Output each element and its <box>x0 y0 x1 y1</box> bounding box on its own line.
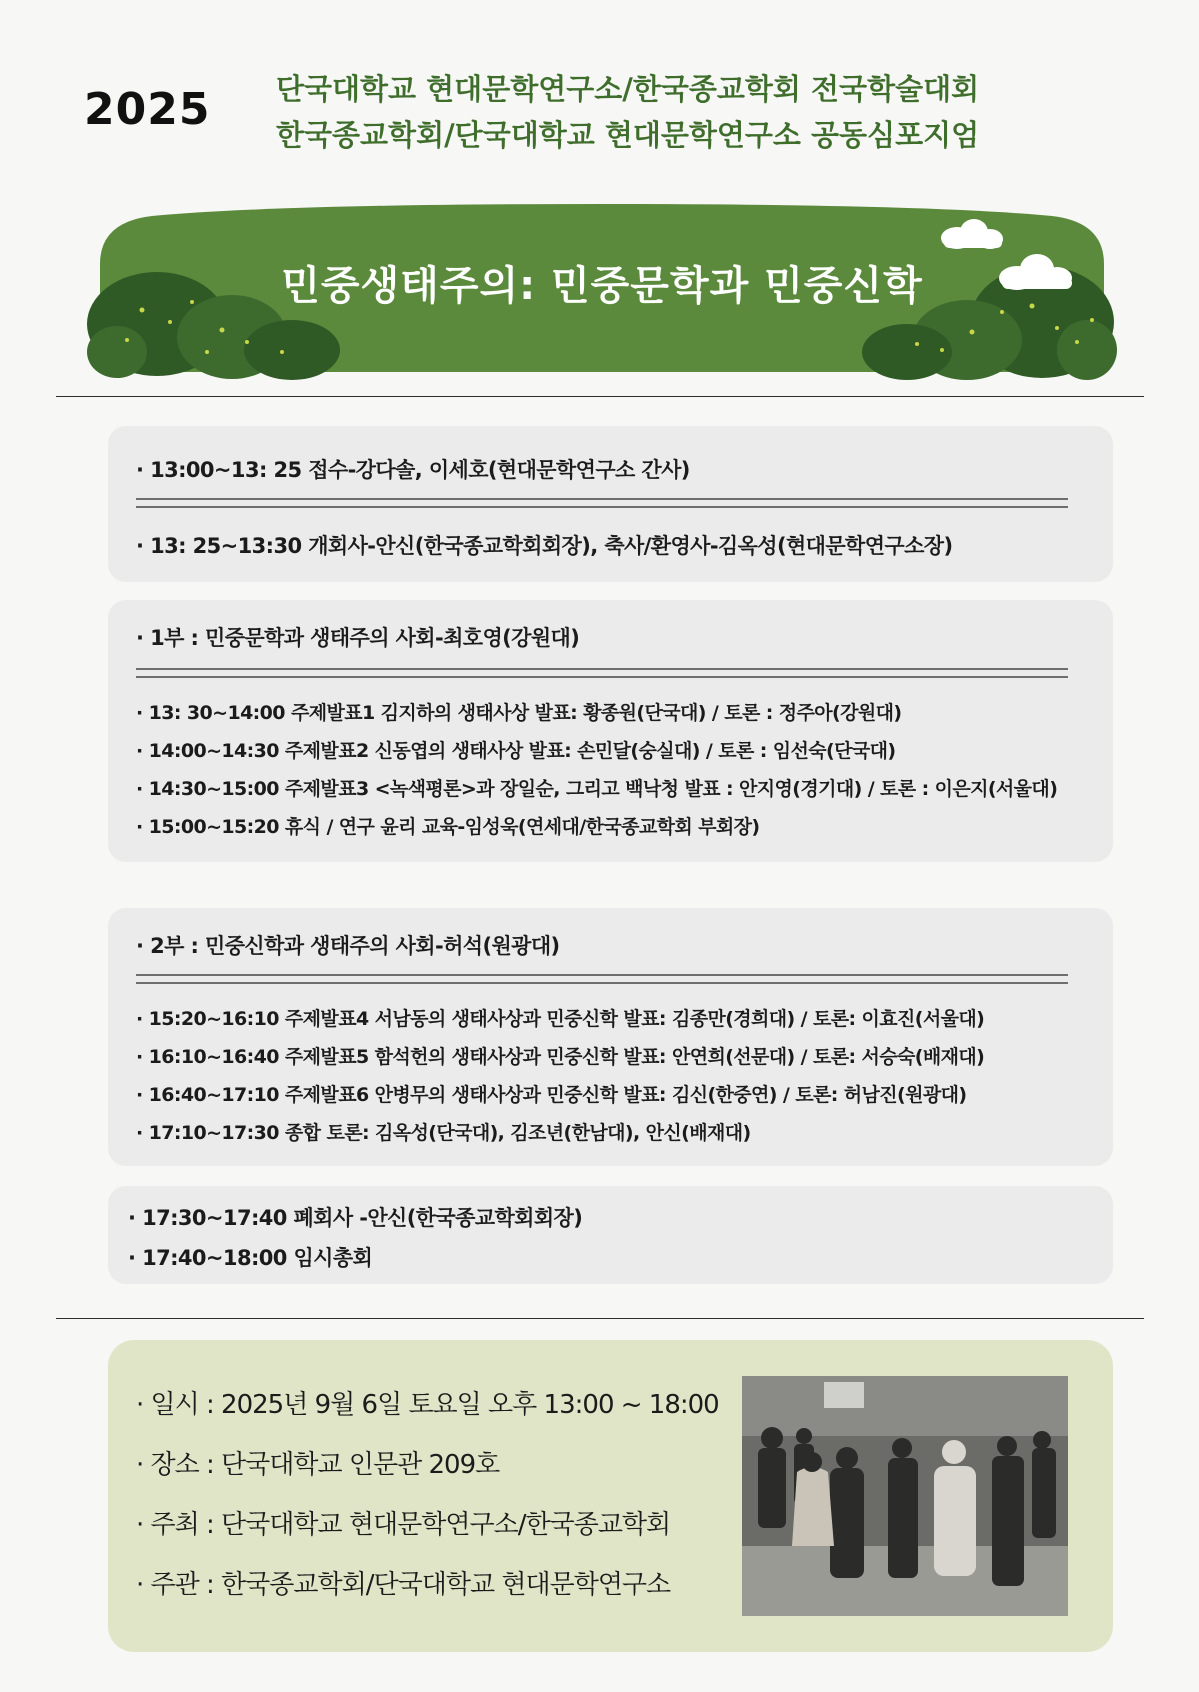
opening-card <box>108 426 1113 582</box>
schedule-item: · 17:10~17:30 종합 토론: 김옥성(단국대), 김조년(한남대), 안신(배재대) <box>136 1122 751 1144</box>
part2-card <box>108 908 1113 1166</box>
opening-item: · 13: 25~13:30 개회사-안신(한국종교학회회장), 축사/환영사-김옥성(현대문학연구소장) <box>136 534 953 558</box>
divider-bottom <box>56 1318 1144 1319</box>
schedule-item: · 13: 30~14:00 주제발표1 김지하의 생태사상 발표: 황종원(단국대) / 토론 : 정주아(강원대) <box>136 702 902 724</box>
part1-heading: · 1부 : 민중문학과 생태주의 사회-최호영(강원대) <box>136 626 580 650</box>
double-dash-divider <box>136 974 1068 984</box>
closing-item: · 17:30~17:40 폐회사 -안신(한국종교학회회장) <box>128 1206 583 1230</box>
header-line-2: 한국종교학회/단국대학교 현대문학연구소 공동심포지엄 <box>276 118 980 152</box>
part2-heading: · 2부 : 민중신학과 생태주의 사회-허석(원광대) <box>136 934 560 958</box>
schedule-item: · 14:00~14:30 주제발표2 신동엽의 생태사상 발표: 손민달(숭실대) / 토론 : 임선숙(단국대) <box>136 740 896 762</box>
event-host: · 주최 : 단국대학교 현대문학연구소/한국종교학회 <box>136 1510 671 1540</box>
event-date: · 일시 : 2025년 9월 6일 토요일 오후 13:00 ~ 18:00 <box>136 1390 719 1420</box>
opening-item: · 13:00~13: 25 접수-강다솔, 이세호(현대문학연구소 간사) <box>136 458 690 482</box>
divider-top <box>56 396 1144 397</box>
schedule-item: · 14:30~15:00 주제발표3 <녹색평론>과 장일순, 그리고 백낙청 발표 : 안지영(경기대) / 토론 : 이은지(서울대) <box>136 778 1058 800</box>
schedule-item: · 15:20~16:10 주제발표4 서남동의 생태사상과 민중신학 발표: 김종만(경희대) / 토론: 이효진(서울대) <box>136 1008 985 1030</box>
historical-photo <box>742 1376 1068 1616</box>
event-venue: · 장소 : 단국대학교 인문관 209호 <box>136 1450 500 1480</box>
double-dash-divider <box>136 668 1068 678</box>
schedule-item: · 15:00~15:20 휴식 / 연구 윤리 교육-임성욱(연세대/한국종교학회 부회장) <box>136 816 760 838</box>
photo-illustration <box>742 1376 1068 1616</box>
schedule-item: · 16:10~16:40 주제발표5 함석헌의 생태사상과 민중신학 발표: 안연희(선문대) / 토론: 서승숙(배재대) <box>136 1046 985 1068</box>
year-label: 2025 <box>84 84 211 135</box>
schedule-item: · 16:40~17:10 주제발표6 안병무의 생태사상과 민중신학 발표: 김신(한중연) / 토론: 허남진(원광대) <box>136 1084 967 1106</box>
event-header <box>276 66 1096 158</box>
event-organizer: · 주관 : 한국종교학회/단국대학교 현대문학연구소 <box>136 1570 671 1600</box>
double-dash-divider <box>136 498 1068 508</box>
event-info-card <box>108 1340 1113 1652</box>
banner-title: 민중생태주의: 민중문학과 민중신학 <box>281 263 923 309</box>
part1-card <box>108 600 1113 862</box>
closing-item: · 17:40~18:00 임시총회 <box>128 1246 373 1270</box>
header-line-1: 단국대학교 현대문학연구소/한국종교학회 전국학술대회 <box>276 72 980 106</box>
closing-card <box>108 1186 1113 1284</box>
title-banner <box>82 202 1122 382</box>
